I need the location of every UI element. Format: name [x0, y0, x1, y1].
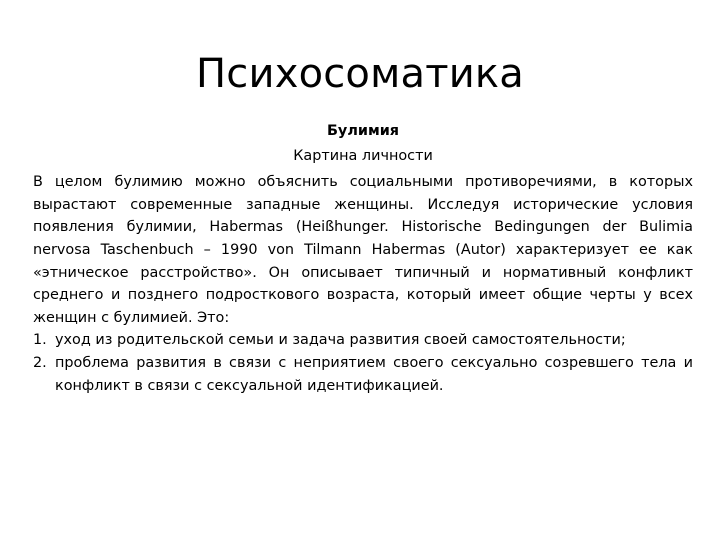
list-item-text: уход из родительской семьи и задача развития своей самостоятельности;: [55, 332, 626, 349]
section-heading: Булимия: [326, 123, 400, 139]
slide-body: [33, 120, 693, 397]
list-item-text: проблема развития в связи с неприятием своего сексуально созревшего тела и конфликт в связи с сексуальной идентификацией.: [55, 354, 693, 394]
list-item: [33, 352, 693, 397]
body-paragraph: В целом булимию можно объяснить социальными противоречиями, в которых вырастают современные западные женщины. Исследуя исторические условия появления булимии, Habermas (Heißhunger. Historische Bedingungen der Bulimia nervosa Taschenbuch – 1990 von Tilmann Habermas (Autor) характеризует ее как «этническое расстройство». Он описывает типичный и нормативный конфликт среднего и позднего подросткового возраста, который имеет общие черты у всех женщин с булимией. Это:: [33, 174, 693, 326]
slide-title: Психосоматика: [196, 51, 524, 97]
list-item-number: 2.: [33, 354, 47, 371]
list-item: [33, 329, 693, 352]
section-subtitle: Картина личности: [293, 147, 433, 164]
numbered-list: [33, 329, 693, 397]
list-item-number: 1.: [33, 332, 47, 349]
